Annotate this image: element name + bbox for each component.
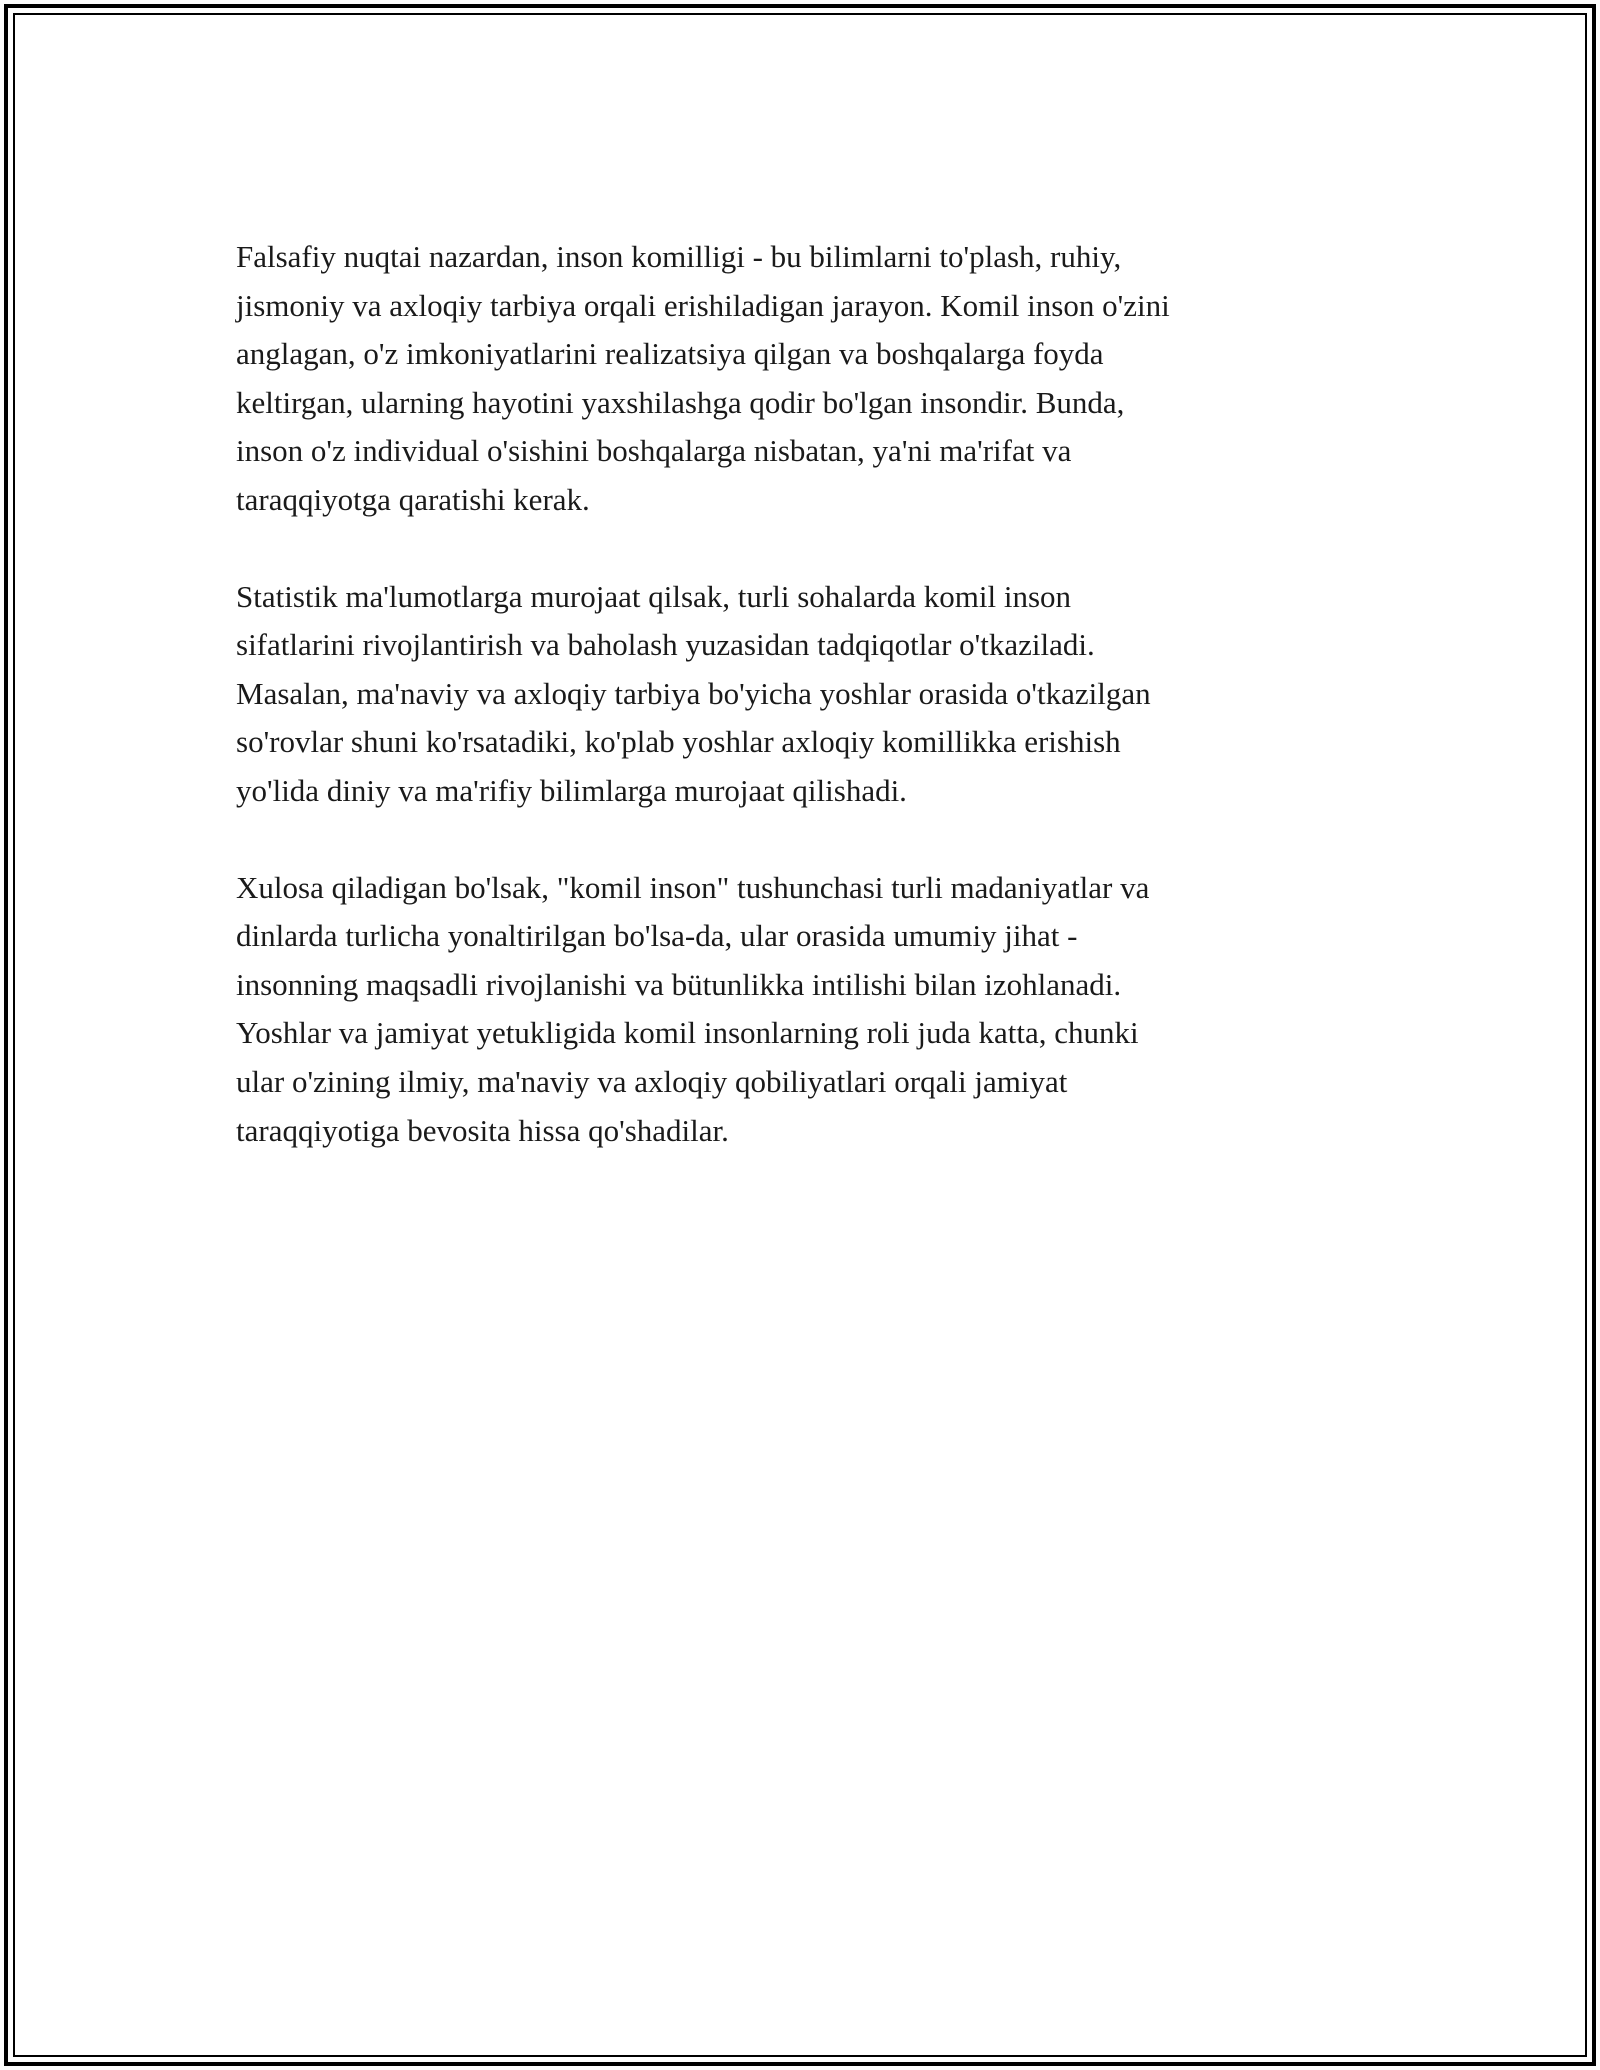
document-body [236, 233, 1376, 1203]
paragraph-2: Statistik ma'lumotlarga murojaat qilsak, turli sohalarda komil inson sifatlarini rivojlantirish va baholash yuzasidan tadqiqotlar o'tkaziladi. Masalan, ma'naviy va axloqiy tarbiya bo'yicha yoshlar orasida o'tkazilgan so'rovlar shuni ko'rsatadiki, ko'plab yoshlar axloqiy komillikka erishish yo'lida diniy va ma'rifiy bilimlarga murojaat qilishadi. [236, 578, 1151, 808]
paragraph-3: Xulosa qiladigan bo'lsak, "komil inson" tushunchasi turli madaniyatlar va dinlarda turlicha yonaltirilgan bo'lsa-da, ular orasida umumiy jihat - insonning maqsadli rivojlanishi va bütunlikka intilishi bilan izohlanadi. Yoshlar va jamiyat yetukligida komil insonlarning roli juda katta, chunki ular o'zining ilmiy, ma'naviy va axloqiy qobiliyatlari orqali jamiyat taraqqiyotiga bevosita hissa qo'shadilar. [236, 869, 1150, 1148]
paragraph-1: Falsafiy nuqtai nazardan, inson komilligi - bu bilimlarni to'plash, ruhiy, jismoniy va axloqiy tarbiya orqali erishiladigan jarayon. Komil inson o'zini anglagan, o'z imkoniyatlarini realizatsiya qilgan va boshqalarga foyda keltirgan, ularning hayotini yaxshilashga qodir bo'lgan insondir. Bunda, inson o'z individual o'sishini boshqalarga nisbatan, ya'ni ma'rifat va taraqqiyotga qaratishi kerak. [236, 239, 1170, 517]
